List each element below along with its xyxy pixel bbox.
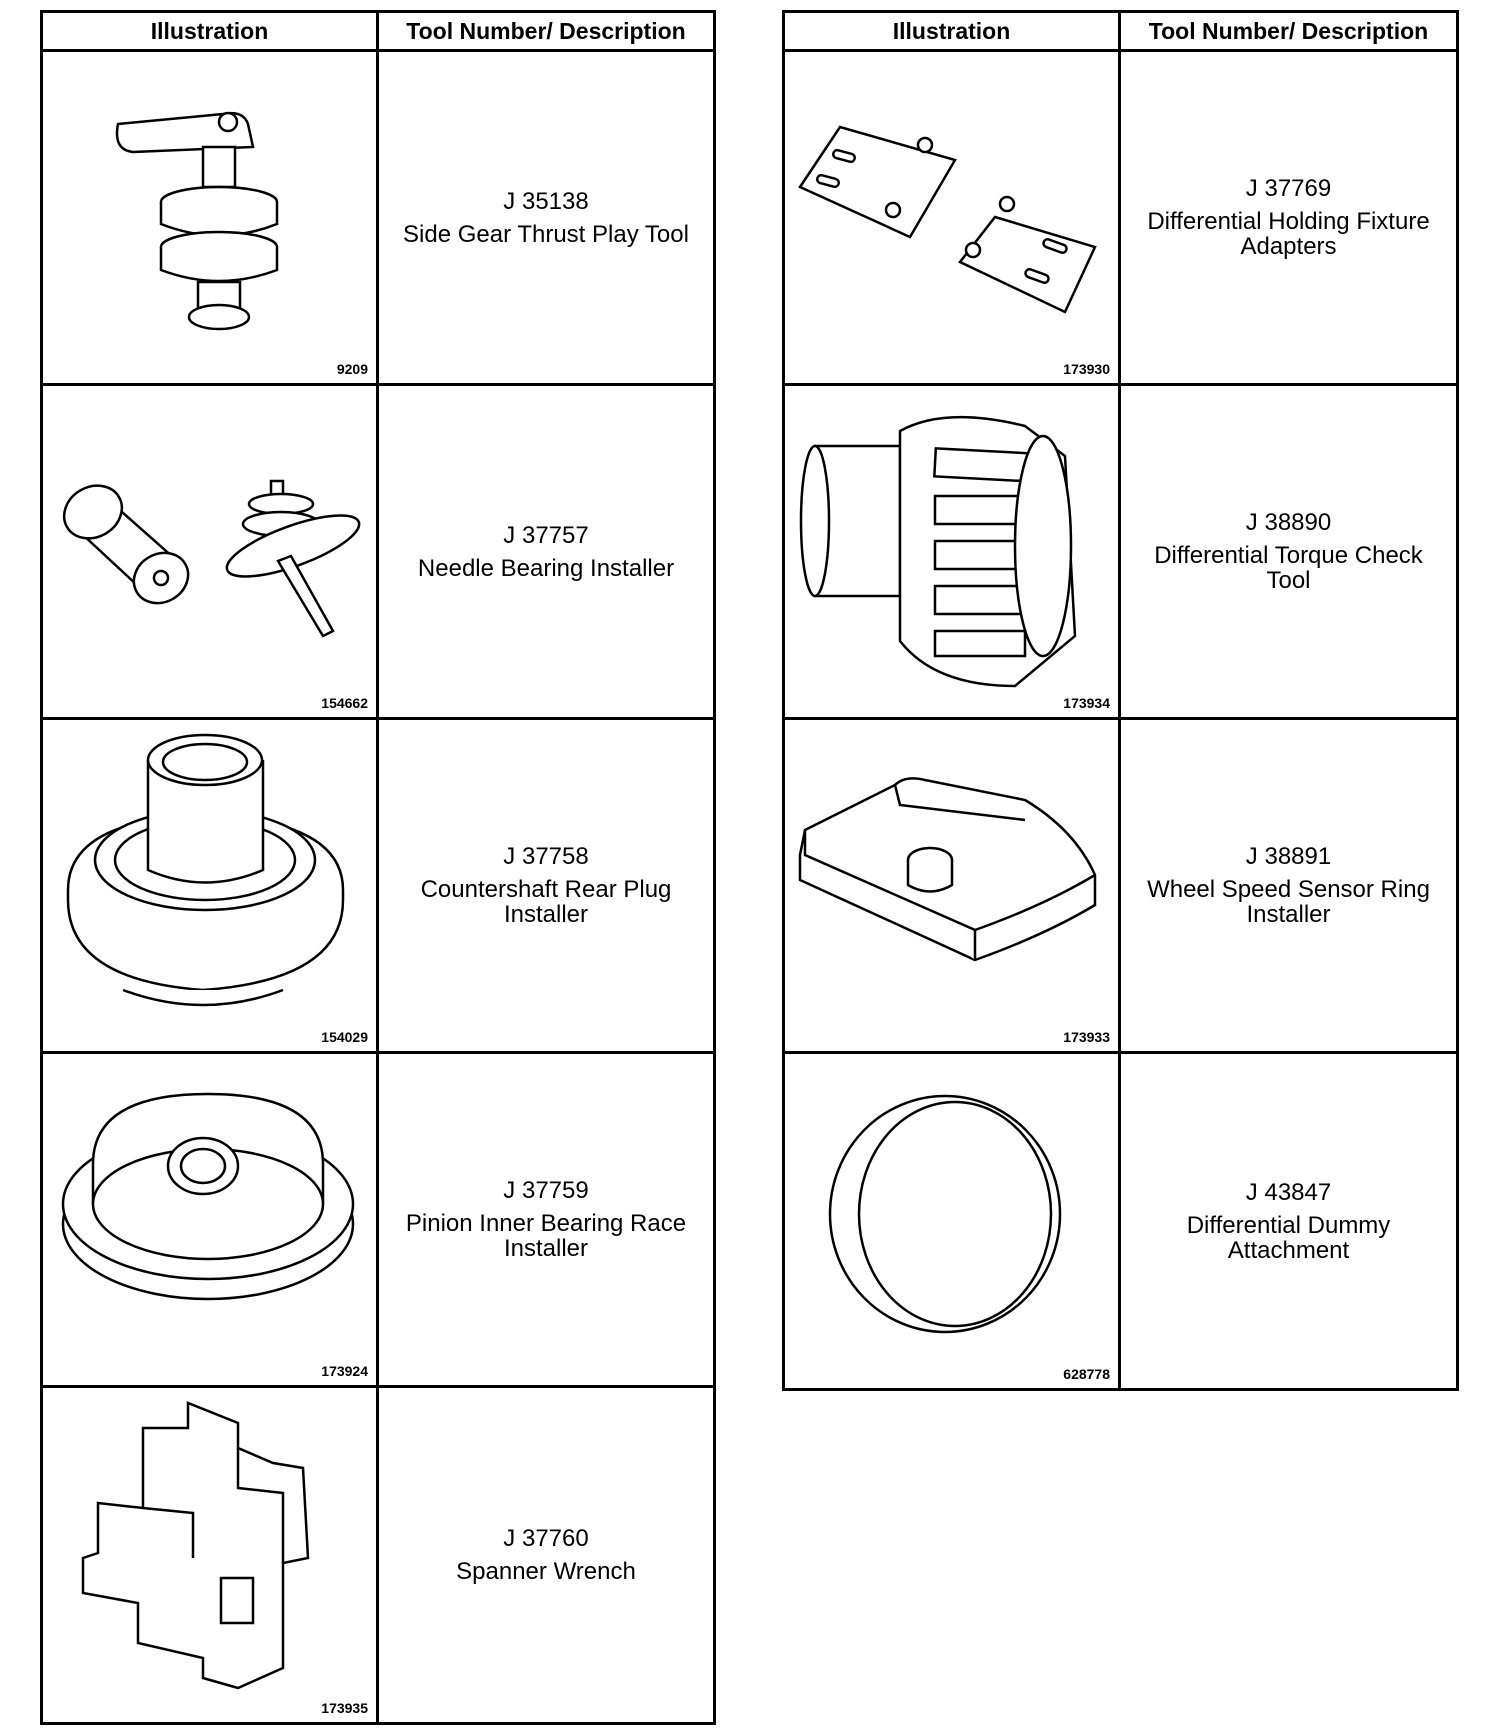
header-tool-description: Tool Number/ Description: [406, 17, 686, 44]
tool-table-left: [40, 10, 716, 1725]
illustration-cell: [785, 386, 1121, 717]
tool-number: J 37760: [503, 1525, 589, 1552]
tool-number: J 43847: [1245, 1178, 1332, 1206]
tool-table-right: [782, 10, 1459, 1391]
spanner-wrench-icon: [43, 1388, 376, 1722]
dummy-attachment-icon: [785, 1054, 1118, 1388]
table-row: [43, 386, 713, 720]
header-illustration: Illustration: [785, 13, 1121, 49]
tool-number: J 35138: [503, 187, 589, 215]
illustration-cell: [785, 720, 1121, 1051]
tool-description: [1121, 386, 1456, 717]
tool-name: Needle Bearing Installer: [417, 554, 675, 582]
tool-description: [379, 1054, 713, 1385]
holding-fixture-adapters-icon: [785, 52, 1118, 386]
tool-number: J 38890: [1245, 509, 1332, 536]
figure-number: 173924: [321, 1363, 368, 1379]
tool-number: J 37769: [1245, 175, 1332, 202]
illustration-cell: [43, 1054, 379, 1385]
tool-name: Spanner Wrench: [456, 1558, 636, 1585]
tool-description: [379, 720, 713, 1051]
tool-description: [379, 1388, 713, 1722]
figure-number: 173930: [1063, 361, 1110, 377]
figure-number: 9209: [336, 361, 368, 377]
table-row: [43, 1054, 713, 1388]
table-row: [785, 386, 1456, 720]
tool-description: [1121, 52, 1456, 383]
illustration-cell: [43, 720, 379, 1051]
side-gear-thrust-play-tool-icon: [43, 52, 376, 386]
sensor-ring-installer-icon: [785, 720, 1118, 1054]
table-row: [785, 720, 1456, 1054]
figure-number: 173934: [1063, 695, 1110, 711]
tool-description: [1121, 1054, 1456, 1388]
header-illustration: Illustration: [43, 13, 379, 49]
countershaft-rear-plug-installer-icon: [43, 720, 376, 1054]
tool-name: Side Gear Thrust Play Tool: [403, 220, 689, 248]
figure-number: 628778: [1063, 1366, 1110, 1382]
tool-number: J 38891: [1245, 843, 1332, 870]
illustration-cell: [43, 52, 379, 383]
tool-name: Differential Dummy Attachment: [1186, 1211, 1391, 1264]
tool-description: [1121, 720, 1456, 1051]
illustration-cell: [43, 386, 379, 717]
figure-number: 173935: [321, 1700, 368, 1716]
torque-check-tool-icon: [785, 386, 1118, 720]
illustration-cell: [785, 52, 1121, 383]
tool-description: [379, 386, 713, 717]
figure-number: 173933: [1063, 1029, 1110, 1045]
table-row: [43, 720, 713, 1054]
table-row: [43, 52, 713, 386]
illustration-cell: [43, 1388, 379, 1722]
tool-name: Differential Holding Fixture Adapters: [1147, 208, 1430, 260]
tool-number: J 37759: [503, 1177, 589, 1204]
table-header: [43, 13, 713, 52]
figure-number: 154029: [321, 1029, 368, 1045]
tool-name: Countershaft Rear Plug Installer: [420, 876, 672, 928]
table-row: [43, 1388, 713, 1722]
tool-description: [379, 52, 713, 383]
tool-name: Pinion Inner Bearing Race Installer: [405, 1210, 687, 1262]
tool-name: Wheel Speed Sensor Ring Installer: [1147, 876, 1430, 928]
figure-number: 154662: [321, 695, 368, 711]
needle-bearing-installer-icon: [43, 386, 376, 720]
table-header: [785, 13, 1456, 52]
table-row: [785, 1054, 1456, 1388]
tool-number: J 37758: [503, 843, 589, 870]
illustration-cell: [785, 1054, 1121, 1388]
header-tool-description: Tool Number/ Description: [1148, 17, 1429, 44]
tool-number: J 37757: [503, 521, 589, 549]
tool-name: Differential Torque Check Tool: [1154, 542, 1423, 594]
table-row: [785, 52, 1456, 386]
pinion-bearing-race-installer-icon: [43, 1054, 376, 1388]
